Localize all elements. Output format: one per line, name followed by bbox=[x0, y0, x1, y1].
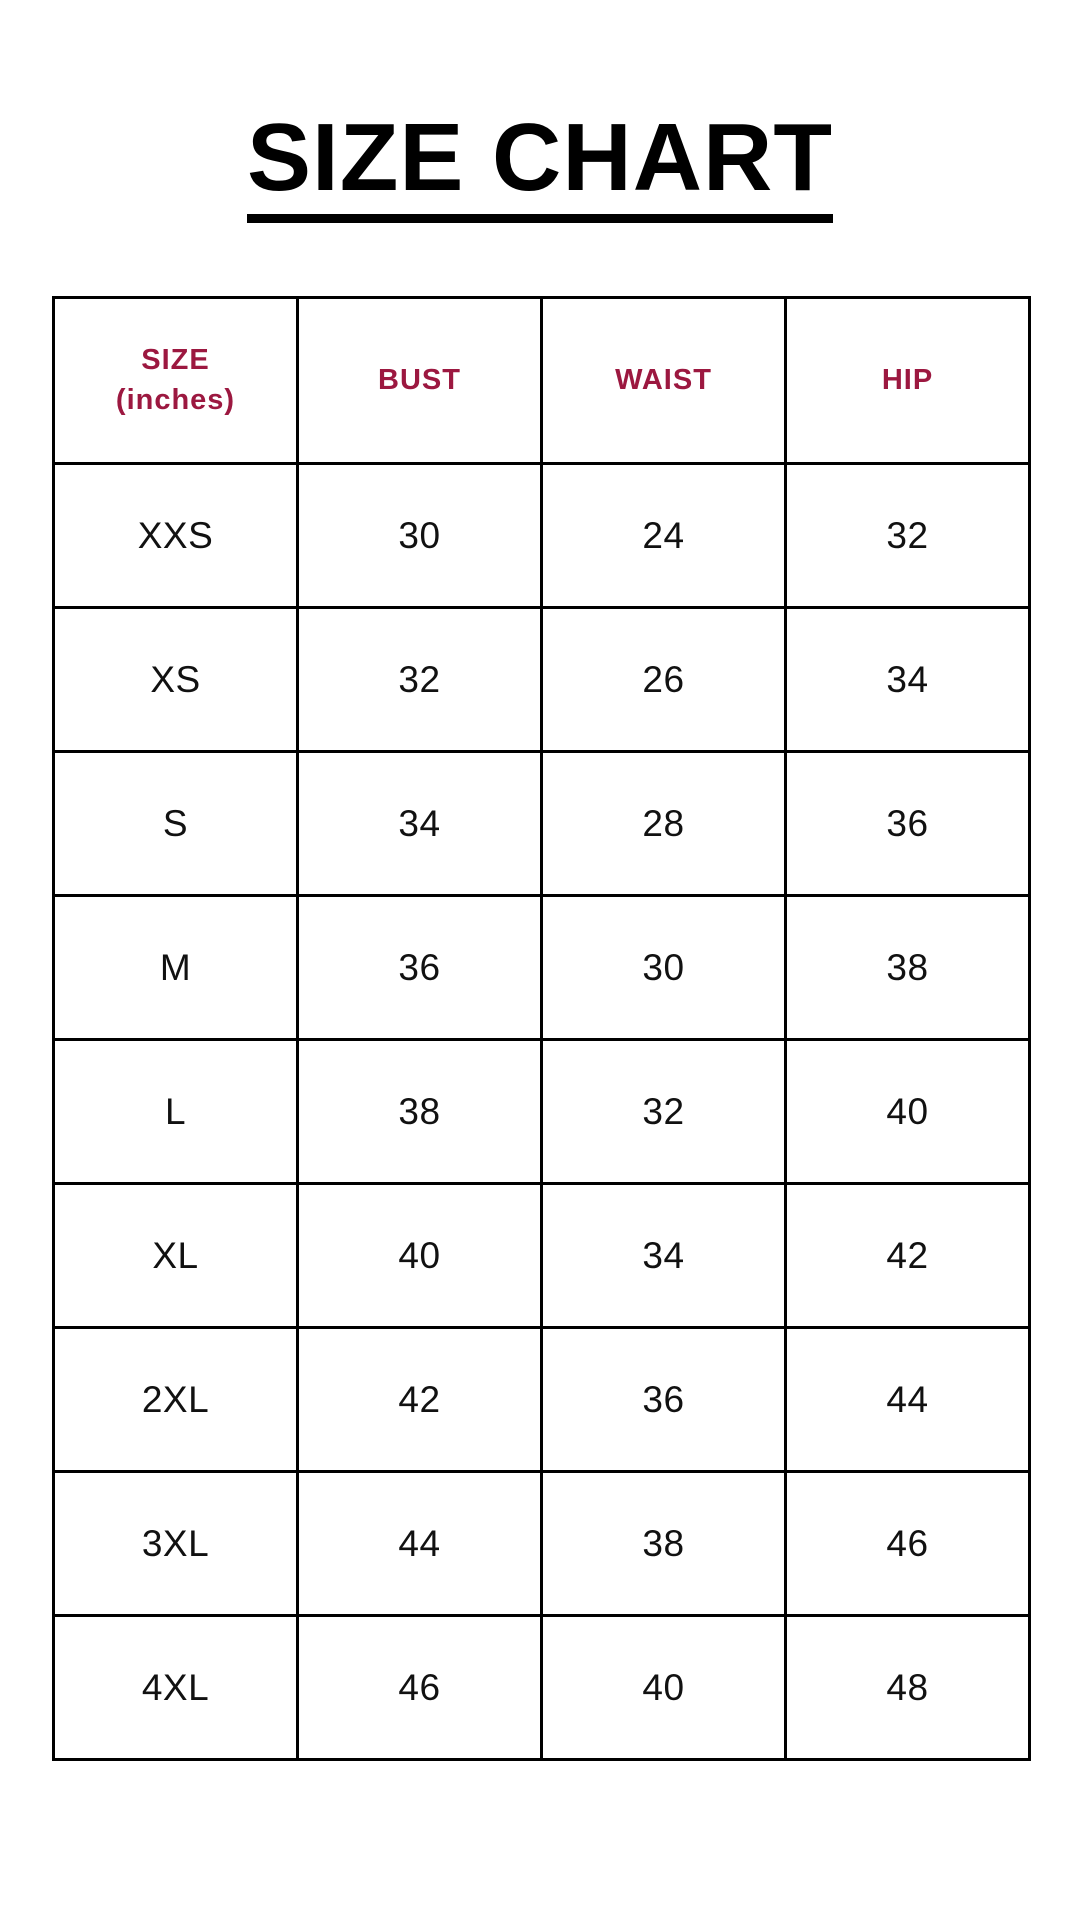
cell-waist: 30 bbox=[542, 896, 786, 1040]
cell-bust: 34 bbox=[298, 752, 542, 896]
table-row bbox=[54, 1616, 1030, 1760]
page-title-container bbox=[0, 104, 1080, 223]
column-header-waist: WAIST bbox=[542, 298, 786, 464]
cell-hip: 40 bbox=[786, 1040, 1030, 1184]
page-title: SIZE CHART bbox=[247, 110, 833, 223]
cell-bust: 40 bbox=[298, 1184, 542, 1328]
cell-hip: 42 bbox=[786, 1184, 1030, 1328]
table-row bbox=[54, 1040, 1030, 1184]
table-row bbox=[54, 1328, 1030, 1472]
cell-size: M bbox=[54, 896, 298, 1040]
column-header-size-units: (inches) bbox=[115, 383, 236, 416]
cell-bust: 32 bbox=[298, 608, 542, 752]
column-header-hip: HIP bbox=[786, 298, 1030, 464]
column-header-size-line1: SIZE bbox=[141, 344, 210, 377]
cell-bust: 30 bbox=[298, 464, 542, 608]
cell-waist: 36 bbox=[542, 1328, 786, 1472]
cell-hip: 44 bbox=[786, 1328, 1030, 1472]
column-header-bust: BUST bbox=[298, 298, 542, 464]
cell-bust: 46 bbox=[298, 1616, 542, 1760]
cell-waist: 38 bbox=[542, 1472, 786, 1616]
table-header bbox=[54, 298, 1030, 464]
cell-size: 2XL bbox=[54, 1328, 298, 1472]
cell-bust: 44 bbox=[298, 1472, 542, 1616]
cell-waist: 32 bbox=[542, 1040, 786, 1184]
cell-hip: 32 bbox=[786, 464, 1030, 608]
cell-bust: 38 bbox=[298, 1040, 542, 1184]
cell-hip: 46 bbox=[786, 1472, 1030, 1616]
table-row bbox=[54, 896, 1030, 1040]
cell-size: XXS bbox=[54, 464, 298, 608]
cell-waist: 26 bbox=[542, 608, 786, 752]
table-row bbox=[54, 608, 1030, 752]
cell-waist: 28 bbox=[542, 752, 786, 896]
cell-bust: 42 bbox=[298, 1328, 542, 1472]
cell-size: S bbox=[54, 752, 298, 896]
cell-hip: 34 bbox=[786, 608, 1030, 752]
table-row bbox=[54, 464, 1030, 608]
cell-size: XS bbox=[54, 608, 298, 752]
table-row bbox=[54, 752, 1030, 896]
cell-size: XL bbox=[54, 1184, 298, 1328]
column-header-size bbox=[54, 298, 298, 464]
cell-hip: 36 bbox=[786, 752, 1030, 896]
cell-bust: 36 bbox=[298, 896, 542, 1040]
cell-size: 3XL bbox=[54, 1472, 298, 1616]
size-chart-table bbox=[52, 296, 1031, 1761]
cell-size: 4XL bbox=[54, 1616, 298, 1760]
cell-size: L bbox=[54, 1040, 298, 1184]
cell-hip: 38 bbox=[786, 896, 1030, 1040]
table-body bbox=[54, 464, 1030, 1760]
cell-waist: 24 bbox=[542, 464, 786, 608]
cell-hip: 48 bbox=[786, 1616, 1030, 1760]
table-row bbox=[54, 1184, 1030, 1328]
cell-waist: 34 bbox=[542, 1184, 786, 1328]
header-row bbox=[54, 298, 1030, 464]
table-row bbox=[54, 1472, 1030, 1616]
cell-waist: 40 bbox=[542, 1616, 786, 1760]
size-chart-table-container bbox=[52, 296, 1028, 1761]
